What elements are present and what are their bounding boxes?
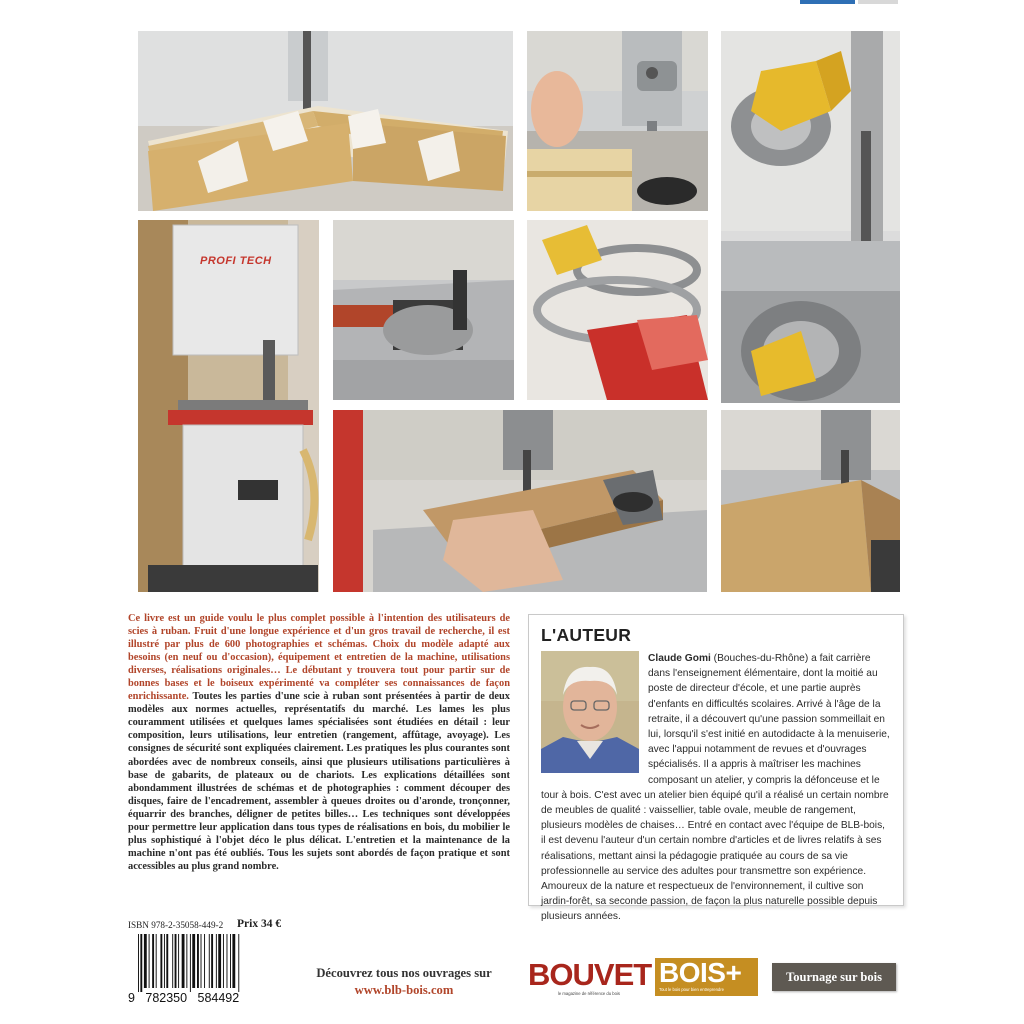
barcode-bar <box>164 934 165 988</box>
barcode-bar <box>172 934 173 988</box>
header-strip-grey <box>858 0 898 4</box>
barcode-bar <box>190 934 191 992</box>
barcode-bar <box>209 934 210 988</box>
barcode-bar <box>140 934 142 992</box>
author-title: L'AUTEUR <box>541 625 632 645</box>
author-box <box>528 614 904 923</box>
bouvet-wordmark: BOUVET <box>528 957 652 992</box>
boisplus-logo[interactable] <box>655 958 758 996</box>
description-lead: Ce livre est un guide voulu le plus complet possible à l'intention des utilisateurs de scies à ruban. Fruit d'une longue expérience et d'un gros travail de recherche, il est illustré par plus de 600 photographies et schémas. Choix du modèle adapté aux besoins (en neuf ou d'occasion), équipement et entretien de la machine, utilisations diverses, réalisations originales… Le débutant y trouvera tout pour partir sur de bonnes bases et le boiseux expérimenté va compléter ses connaissances de façon enrichissante. <box>128 613 510 703</box>
barcode <box>128 934 283 1004</box>
boisplus-tagline: Tout le bois pour bien entreprendre <box>659 987 724 992</box>
description-body: Toutes les parties d'une scie à ruban sont présentées à partir de deux modèles aux normes actuelles, représentatifs du marché. Les lames les plus couramment utilisées et quelques lames spécialisées sont étudiées en détail : leur composition, leurs utilisations, leur entretien (rangement, affûtage, avoyage). Les consignes de sécurité sont expliquées clairement. Les pratiques les plus courantes sont abordées avec de nombreux conseils, ainsi que plusieurs utilisations particulières à base de gabarits, de plateaux ou de chariots. Les explications détaillées sont abondamment illustrées de schémas et de photographies : comment découper des disques, faire de l'encadrement, assembler à queues droites ou d'aronde, tronçonner, équarrir des branches, déligner de petites billes… Les techniques sont développées pour permettre leur application dans tous types de réalisations en bois, du mobilier le plus sophistiqué à l'objet déco le plus délicat. L'entretien et la maintenance de la machine n'ont pas été oubliés. Tous les sujets sont abordés de façon pratique et sont accessibles au plus grand nombre. <box>128 691 510 872</box>
barcode-bar <box>152 934 154 988</box>
header-strip-blue <box>800 0 855 4</box>
author-bio <box>541 651 891 925</box>
photo-ripping-board <box>333 410 707 592</box>
barcode-bar <box>211 934 213 988</box>
barcode-bar <box>160 934 162 988</box>
barcode-bar <box>138 934 139 992</box>
barcode-bar <box>216 934 217 988</box>
discover-line: Découvrez tous nos ouvrages sur <box>316 966 492 980</box>
barcode-bar <box>238 934 239 992</box>
barcode-bar <box>182 934 185 988</box>
barcode-bar <box>197 934 199 988</box>
photo-profitech-bandsaw <box>138 220 319 592</box>
photo-resawing-block <box>721 410 900 592</box>
boisplus-wordmark: BOIS+ <box>659 958 742 988</box>
barcode-bar <box>144 934 147 988</box>
photo-blade-guide-closeup <box>527 31 708 211</box>
photo-blade-folding <box>527 220 708 400</box>
barcode-bar <box>149 934 150 988</box>
author-name: Claude Gomi <box>648 653 711 664</box>
barcode-bar <box>223 934 224 988</box>
price: Prix 34 € <box>237 918 282 930</box>
barcode-bar <box>186 934 187 988</box>
isbn: ISBN 978-2-35058-449-2 <box>128 920 224 930</box>
barcode-bar <box>192 934 195 988</box>
barcode-bar <box>166 934 168 988</box>
photo-bandsaw-jig <box>138 31 513 211</box>
barcode-bar <box>201 934 202 988</box>
barcode-bar <box>175 934 177 988</box>
barcode-bar <box>227 934 228 988</box>
barcode-digits: 9 782350 584492 <box>128 991 240 1004</box>
barcode-bar <box>156 934 157 988</box>
barcode-bar <box>230 934 231 988</box>
website-link[interactable]: www.blb-bois.com <box>354 983 454 997</box>
barcode-bar <box>178 934 179 988</box>
photo-blade-change-gloves <box>721 31 900 403</box>
author-bio-text: (Bouches-du-Rhône) a fait carrière dans l'enseignement élémentaire, dont la moitié au poste de directeur d'école, et une partie auprès d'enfants en difficultés scolaires. Arrivé à l'âge de la retraite, il a découvert qu'une passion sommeillait en lui, lorsqu'il s'est initié en autodidacte à la menuiserie, avec l'appui notamment de revues et d'ouvrages spécialisés. Il a appris à maîtriser les machines composant un atelier, y compris la défonceuse et le tour à bois. C'est avec un atelier bien équipé qu'il a réalisé un certain nombre de meubles de qualité : vaissellier, table ovale, meuble de rangement, plusieurs modèles de chaises… Entré en contact avec l'équipe de BLB-bois, il est devenu l'auteur d'un certain nombre d'articles et de livres relatifs à ses réalisations, mettant ainsi la pédagogie pratiquée au cours de sa vie professionnelle au service des adultes pour transmettre son expérience. Amoureux de la nature et respectueux de l'environnement, il cultive son jardin-forêt, sa seconde passion, de façon la plus naturelle possible depuis plusieurs années. <box>541 653 890 923</box>
tournage-logo[interactable]: Tournage sur bois <box>772 963 896 991</box>
profitech-logo: PROFI TECH <box>200 255 272 267</box>
barcode-bar <box>204 934 205 988</box>
photo-miter-gauge <box>333 220 514 400</box>
barcode-bar <box>232 934 235 988</box>
book-description <box>128 612 510 873</box>
bouvet-tagline: le magazine de référence du bois <box>558 991 620 996</box>
bouvet-logo[interactable] <box>528 957 652 1000</box>
barcode-bar <box>218 934 221 988</box>
